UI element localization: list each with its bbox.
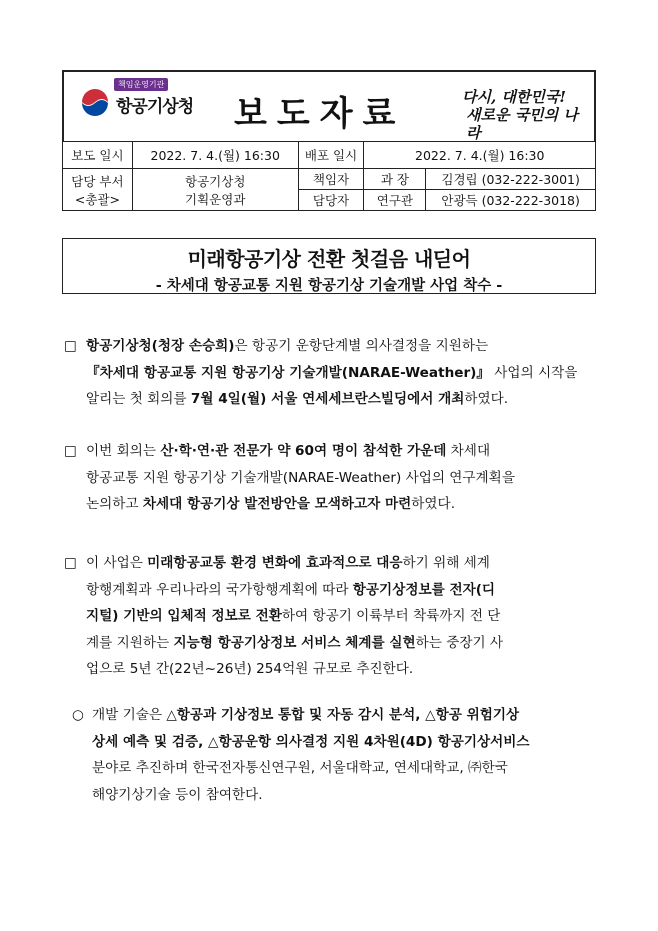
agency-badge: 책임운영기관 bbox=[114, 78, 168, 91]
p3-service: 지능형 항공기상정보 서비스 체계를 실현 bbox=[173, 634, 416, 651]
p3-text-k: 업으로 5년 간(22년~26년) 254억원 규모로 추진한다. bbox=[86, 661, 414, 677]
p1-project: 『차세대 항공교통 지원 항공기상 기술개발(NARAE-Weather)』 bbox=[86, 364, 490, 381]
dept-label-line-1: 담당 부서 bbox=[71, 173, 124, 189]
paragraph-4-bullet: ○ bbox=[72, 707, 84, 723]
government-emblem-icon bbox=[80, 88, 110, 118]
p3-text-j: 하는 중장기 사 bbox=[415, 634, 504, 651]
p2-text-g: 하였다. bbox=[411, 496, 456, 512]
p3-digital-2: 지털) 기반의 입체적 정보로 전환 bbox=[86, 608, 282, 624]
dept-value-line-1: 항공기상청 bbox=[185, 173, 246, 189]
paragraph-2-bullet: □ bbox=[64, 443, 77, 459]
paragraph-3 bbox=[62, 550, 596, 683]
p3-text-a: 이 사업은 bbox=[86, 555, 148, 571]
p3-digital-1: 항공기상정보를 전자(디 bbox=[352, 581, 496, 598]
responsible-person: 김경립 (032-222-3001) bbox=[426, 169, 596, 190]
responsible-label: 책임자 bbox=[298, 169, 364, 190]
p2-text-e: 논의하고 bbox=[86, 496, 143, 512]
release-row bbox=[63, 142, 596, 169]
p2-text-d: 항공교통 지원 항공기상 기술개발(NARAE-Weather) 사업의 연구계획을 bbox=[86, 469, 515, 486]
slogan-line-2: 새로운 국민의 나라 bbox=[466, 106, 578, 142]
paragraph-2-text bbox=[62, 438, 596, 518]
p3-response: 미래항공교통 환경 변화에 효과적으로 대응 bbox=[147, 555, 403, 571]
p4-text-d: 분야로 추진하며 한국전자통신연구원, 서울대학교, 연세대학교, ㈜한국 bbox=[92, 760, 508, 776]
slogan-line-1: 다시, 대한민국! bbox=[462, 88, 566, 106]
paragraph-1-text bbox=[62, 333, 596, 413]
responsible-role: 과 장 bbox=[364, 169, 426, 190]
p3-text-g: 하여 항공기 이륙부터 착륙까지 전 단 bbox=[281, 608, 501, 624]
paragraph-1 bbox=[62, 333, 596, 413]
p1-text-g: 하였다. bbox=[464, 391, 509, 407]
p4-text-a: 개발 기술은 bbox=[92, 707, 167, 723]
headline-subtitle: - 차세대 항공교통 지원 항공기상 기술개발 사업 착수 - bbox=[155, 278, 503, 294]
paragraph-1-bullet: □ bbox=[64, 338, 77, 354]
p1-text-b: 은 항공기 운항단계별 의사결정을 지원하는 bbox=[234, 338, 489, 354]
distribute-label: 배포 일시 bbox=[298, 142, 364, 169]
paragraph-3-text bbox=[62, 550, 596, 683]
p1-meeting: 7월 4일(월) 서울 연세세브란스빌딩에서 개최 bbox=[190, 391, 465, 407]
responsible-row bbox=[63, 169, 596, 190]
p2-text-c: 차세대 bbox=[446, 443, 491, 459]
contact-role: 연구관 bbox=[364, 190, 426, 211]
contact-person: 안광득 (032-222-3018) bbox=[426, 190, 596, 211]
p3-text-d: 항행계획과 우리나라의 국가항행계획에 따라 bbox=[86, 581, 353, 598]
paragraph-3-bullet: □ bbox=[64, 555, 77, 571]
paragraph-4-text bbox=[62, 702, 596, 808]
dept-label bbox=[63, 169, 133, 211]
info-table bbox=[62, 141, 596, 211]
release-value: 2022. 7. 4.(월) 16:30 bbox=[132, 142, 298, 169]
distribute-value: 2022. 7. 4.(월) 16:30 bbox=[364, 142, 596, 169]
paragraph-4 bbox=[62, 702, 596, 808]
p3-text-h: 계를 지원하는 bbox=[86, 634, 174, 651]
p3-text-c: 하기 위해 세계 bbox=[402, 555, 490, 571]
headline-title: 미래항공기상 전환 첫걸음 내딛어 bbox=[187, 247, 471, 271]
p4-tech-1: △항공과 기상정보 통합 및 자동 감시 분석, △항공 위험기상 bbox=[166, 707, 520, 723]
p2-text-a: 이번 회의는 bbox=[86, 443, 161, 459]
p1-text-d: 사업의 시작을 bbox=[489, 364, 578, 381]
dept-label-line-2: <총괄> bbox=[74, 191, 120, 207]
document-title: 보도자료 bbox=[234, 94, 406, 134]
headline-box bbox=[62, 238, 596, 294]
p2-participants: 산·학·연·관 전문가 약 60여 명이 참석한 가운데 bbox=[160, 443, 447, 459]
paragraph-2 bbox=[62, 438, 596, 518]
dept-value bbox=[132, 169, 298, 211]
agency-name: 항공기상청 bbox=[116, 97, 194, 117]
release-label: 보도 일시 bbox=[63, 142, 133, 169]
p4-text-e: 해양기상기술 등이 참여한다. bbox=[92, 786, 263, 803]
contact-label: 담당자 bbox=[298, 190, 364, 211]
p2-purpose: 차세대 항공기상 발전방안을 모색하고자 마련 bbox=[142, 496, 412, 512]
p1-text-e: 알리는 첫 회의를 bbox=[86, 391, 191, 407]
slogan bbox=[462, 88, 592, 142]
header-box bbox=[62, 70, 596, 142]
dept-value-line-2: 기획운영과 bbox=[185, 191, 246, 207]
p4-tech-2: 상세 예측 및 검증, △항공운항 의사결정 지원 4차원(4D) 항공기상서비스 bbox=[92, 733, 530, 750]
p1-agency: 항공기상청(청장 손승희) bbox=[86, 338, 235, 354]
